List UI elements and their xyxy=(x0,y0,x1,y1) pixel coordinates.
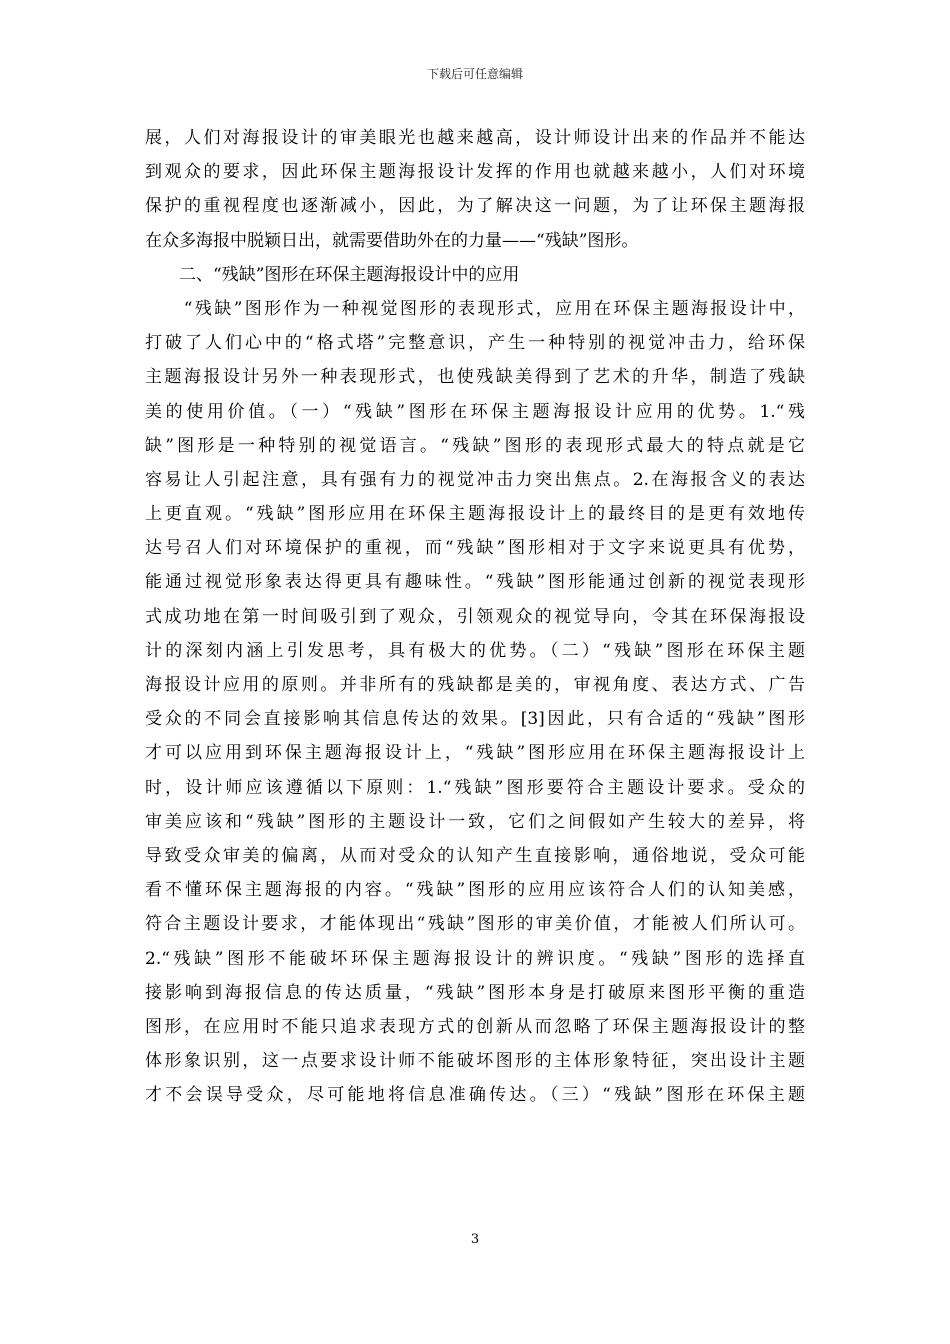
text-line: 主题海报设计另外一种表现形式，也使残缺美得到了艺术的升华，制造了残缺 xyxy=(145,367,805,388)
text-line: 体形象识别，这一点要求设计师不能破坏图形的主体形象特征，突出设计主题 xyxy=(145,1051,805,1072)
section-heading: 二、“残缺”图形在环保主题海报设计中的应用 xyxy=(145,264,520,285)
text-line: 符合主题设计要求，才能体现出“残缺”图形的审美价值，才能被人们所认可。 xyxy=(145,914,805,935)
text-line: 到观众的要求，因此环保主题海报设计发挥的作用也就越来越小，人们对环境 xyxy=(145,162,805,183)
text-line: 打破了人们心中的“格式塔”完整意识，产生一种特别的视觉冲击力，给环保 xyxy=(145,333,805,354)
text-line: 容易让人引起注意，具有强有力的视觉冲击力突出焦点。2.在海报含义的表达 xyxy=(145,469,805,490)
text-line: 能通过视觉形象表达得更具有趣味性。“残缺”图形能通过创新的视觉表现形 xyxy=(145,572,805,593)
text-line: 展，人们对海报设计的审美眼光也越来越高，设计师设计出来的作品并不能达 xyxy=(145,128,805,148)
text-line: 达号召人们对环境保护的重视，而“残缺”图形相对于文字来说更具有优势， xyxy=(145,538,805,559)
text-line: 才可以应用到环保主题海报设计上，“残缺”图形应用在环保主题海报设计上 xyxy=(145,743,805,764)
text-line: “残缺”图形作为一种视觉图形的表现形式，应用在环保主题海报设计中， xyxy=(145,298,805,319)
text-line: 导致受众审美的偏离，从而对受众的认知产生直接影响，通俗地说，受众可能 xyxy=(145,845,805,866)
text-line: 时，设计师应该遵循以下原则：1.“残缺”图形要符合主题设计要求。受众的 xyxy=(145,777,805,798)
page-header: 下载后可任意编辑 xyxy=(426,67,523,81)
text-line: 受众的不同会直接影响其信息传达的效果。[3]因此，只有合适的“残缺”图形 xyxy=(145,709,805,730)
text-line: 图形，在应用时不能只追求表现方式的创新从而忽略了环保主题海报设计的整 xyxy=(145,1016,805,1037)
text-line: 海报设计应用的原则。并非所有的残缺都是美的，审视角度、表达方式、广告 xyxy=(145,675,805,695)
text-line: 在众多海报中脱颖日出，就需要借助外在的力量——“残缺”图形。 xyxy=(145,230,639,251)
text-line: 保护的重视程度也逐渐减小，因此，为了解决这一问题，为了让环保主题海报 xyxy=(145,196,805,217)
text-line: 上更直观。“残缺”图形应用在环保主题海报设计上的最终目的是更有效地传 xyxy=(145,504,805,525)
text-line: 计的深刻内涵上引发思考，具有极大的优势。（二）“残缺”图形在环保主题 xyxy=(145,640,805,661)
text-line: 美的使用价值。（一）“残缺”图形在环保主题海报设计应用的优势。1.“残 xyxy=(145,401,805,422)
page-number: 3 xyxy=(470,1232,480,1247)
text-line: 接影响到海报信息的传达质量，“残缺”图形本身是打破原来图形平衡的重造 xyxy=(145,982,805,1003)
text-line: 才不会误导受众，尽可能地将信息准确传达。（三）“残缺”图形在环保主题 xyxy=(145,1085,805,1106)
text-line: 审美应该和“残缺”图形的主题设计一致，它们之间假如产生较大的差异，将 xyxy=(145,811,805,832)
text-line: 缺”图形是一种特别的视觉语言。“残缺”图形的表现形式最大的特点就是它 xyxy=(145,435,805,456)
text-line: 看不懂环保主题海报的内容。“残缺”图形的应用应该符合人们的认知美感， xyxy=(145,880,805,901)
text-line: 2.“残缺”图形不能破坏环保主题海报设计的辨识度。“残缺”图形的选择直 xyxy=(145,948,805,969)
text-line: 式成功地在第一时间吸引到了观众，引领观众的视觉导向，令其在环保海报设 xyxy=(145,606,805,627)
body-text xyxy=(145,121,805,1112)
